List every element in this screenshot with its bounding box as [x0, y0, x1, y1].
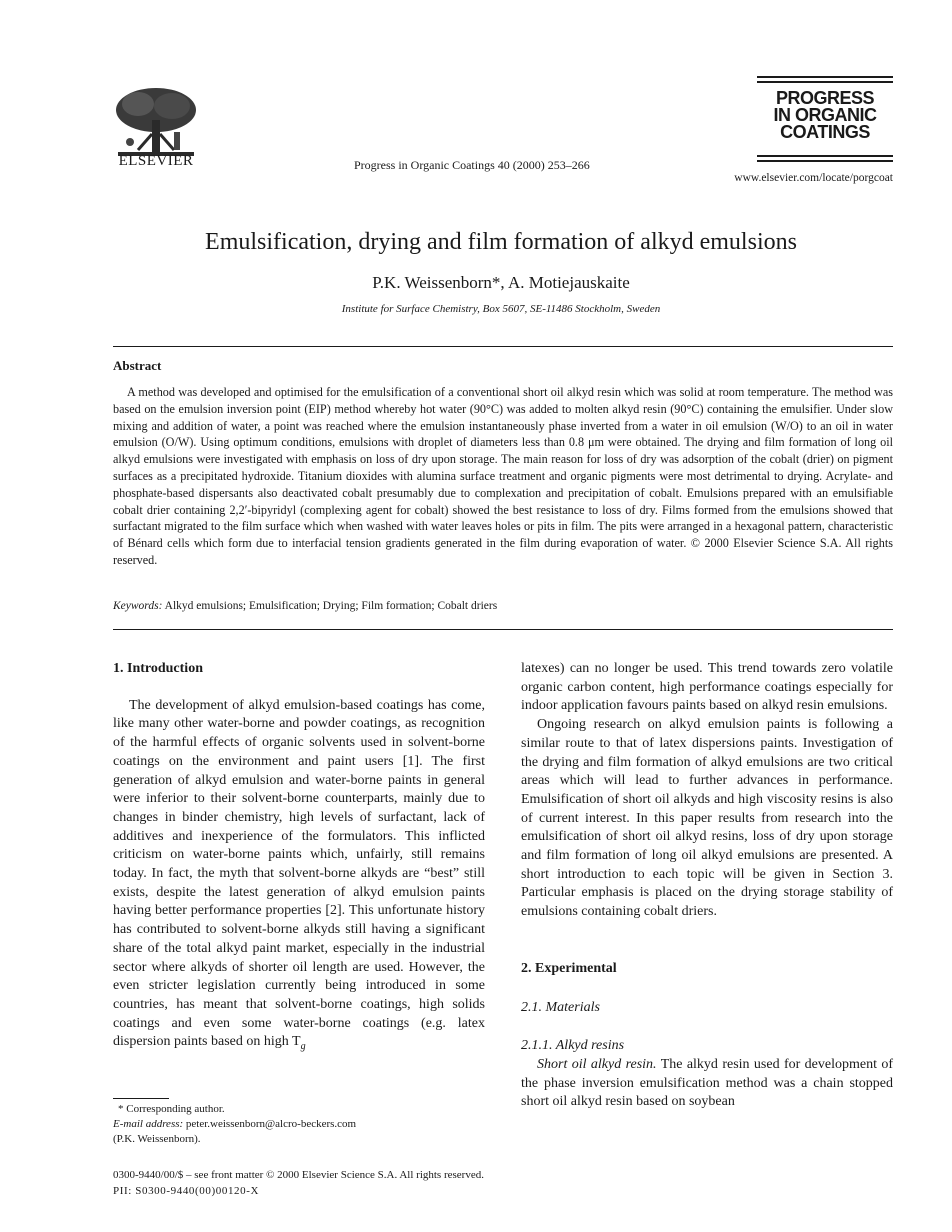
divider	[113, 629, 893, 630]
journal-url[interactable]: www.elsevier.com/locate/porgcoat	[734, 172, 893, 184]
brand-rule	[757, 81, 893, 83]
paper-title: Emulsification, drying and film formation of alkyd emulsions	[205, 229, 797, 255]
right-column	[521, 660, 893, 1112]
subsubsection-heading: 2.1.1. Alkyd resins	[521, 1038, 625, 1054]
footnote-star: * Corresponding author.	[118, 1103, 225, 1115]
brand-rule	[757, 160, 893, 162]
abstract-text: A method was developed and optimised for the emulsification of a conventional short oil alkyd resin which was solid at room temperature. The method was based on the emulsion inversion point (EIP) method whereby hot water (90°C) was added to molten alkyd resin (90°C) containing the emulsifier. Under slow mixing and addition of water, a point was reached where the emulsion instantaneously phase inverted from a water in oil emulsion (W/O) to an oil in water emulsion (O/W). Using optimum conditions, emulsions with droplet of diameters less than 0.8 μm were obtained. The drying and film formation of long oil alkyd emulsions were investigated with emphasis on loss of dry upon storage. The main reason for loss of dry was adsorption of the cobalt (drier) on pigment surfaces as a precipitated hydroxide. Titanium dioxides with alumina surface treatment and organic pigments were most detrimental to drying. Acrylate- and phosphate-based dispersants also deactivated cobalt presumably due to complexation and precipitation of cobalt. Emulsions prepared with an emulsifiable cobalt drier containing 2,2′-bipyridyl (complexing agent for cobalt) showed the best resistance to loss of dry. Films formed from the emulsions showed that surfactant migrated to the film surface which when washed with water leaves holes or pits in film. The pits were arranged in a hexagonal pattern, characteristic of Bénard cells which form due to interfacial tension gradients generated in the film during evaporation of water. © 2000 Elsevier Science S.A. All rights reserved.	[113, 385, 893, 567]
keywords-label: Keywords:	[113, 600, 163, 612]
footnote-name: (P.K. Weissenborn).	[113, 1133, 201, 1145]
paragraph: Ongoing research on alkyd emulsion paints is following a similar route to that of latex dispersions paints. Investigation of the drying and film formation of alkyd emulsions are two critical areas which will lead to further advances in performance. Emulsification of short oil alkyds and high viscosity resins is also of current interest. In this paper results from research into the emulsification of short oil alkyd resins, loss of dry upon storage and film formation of long oil alkyd emulsions are presented. A short introduction to each topic will be given in Section 3. Particular emphasis is placed on the drying storage stability of emulsions containing cobalt driers.	[521, 717, 893, 920]
email-address[interactable]: peter.weissenborn@alcro-beckers.com	[183, 1118, 357, 1130]
authors: P.K. Weissenborn*, A. Motiejauskaite	[372, 273, 630, 292]
paragraph-text: The alkyd resin used for development of the phase inversion emulsification method was a chain stopped short oil alkyd resin based on soybean	[521, 1056, 893, 1110]
footnote-rule	[113, 1098, 169, 1099]
paragraph	[521, 1056, 893, 1112]
email-label: E-mail address:	[113, 1118, 184, 1130]
copyright-line: 0300-9440/00/$ – see front matter © 2000 Elsevier Science S.A. All rights reserved.	[113, 1169, 484, 1181]
paragraph: latexes) can no longer be used. This trend towards zero volatile organic carbon content, high performance coatings especially for indoor application favours paints based on alkyd resin emulsions.	[521, 661, 893, 714]
keywords-text: Alkyd emulsions; Emulsification; Drying; Film formation; Cobalt driers	[164, 600, 498, 612]
journal-reference: Progress in Organic Coatings 40 (2000) 253–266	[354, 158, 590, 172]
brand-line: COATINGS	[780, 122, 870, 142]
brand-line: IN ORGANIC	[773, 105, 877, 125]
divider	[113, 346, 893, 347]
paragraph-text: The development of alkyd emulsion-based coatings has come, like many other water-borne and powder coatings, as recognition of the harmful effects of organic solvents used in solvent-borne coatings on the environment and paint users [1]. The first generation of alkyd emulsion and water-borne paints in general were inferior to their solvent-borne counterparts, mainly due to changes in binder chemistry, high levels of surfactant, lack of additives and inexperience of the formulators. This inflicted criticism on water-borne paints which, unfairly, still remains today. In fact, the myth that solvent-borne alkyds are “best” still exists, despite the latest generation of alkyd emulsion paints having better performance properties [2]. This unfortunate history has contributed to solvent-borne alkyds still having a significant share of the total alkyd paint market, especially in the industrial sector where alkyds of shorter oil length are used. However, the even stricter legislation currently being introduced in some countries, has meant that solvent-borne coatings, high solids coatings and even some water-borne coatings (e.g. latex dispersion paints based on high T	[113, 697, 485, 1050]
keywords	[113, 600, 497, 612]
affiliation: Institute for Surface Chemistry, Box 5607, SE-11486 Stockholm, Sweden	[341, 303, 661, 315]
brand-rule	[757, 155, 893, 157]
section-heading: 2. Experimental	[521, 960, 617, 976]
brand-line: PROGRESS	[775, 88, 875, 108]
subsection-heading: 2.1. Materials	[521, 999, 600, 1015]
brand-rule	[757, 76, 893, 78]
subscript: g	[300, 1041, 306, 1053]
publisher-name: ELSEVIER	[118, 153, 194, 169]
pii-line: PII: S0300-9440(00)00120-X	[113, 1185, 260, 1197]
abstract-heading: Abstract	[113, 358, 162, 373]
footnote-email	[113, 1117, 356, 1132]
paragraph	[113, 697, 485, 1057]
paragraph-lead: Short oil alkyd resin.	[537, 1056, 657, 1072]
left-column	[113, 660, 485, 1057]
journal-brand	[757, 90, 893, 141]
section-heading: 1. Introduction	[113, 661, 203, 676]
